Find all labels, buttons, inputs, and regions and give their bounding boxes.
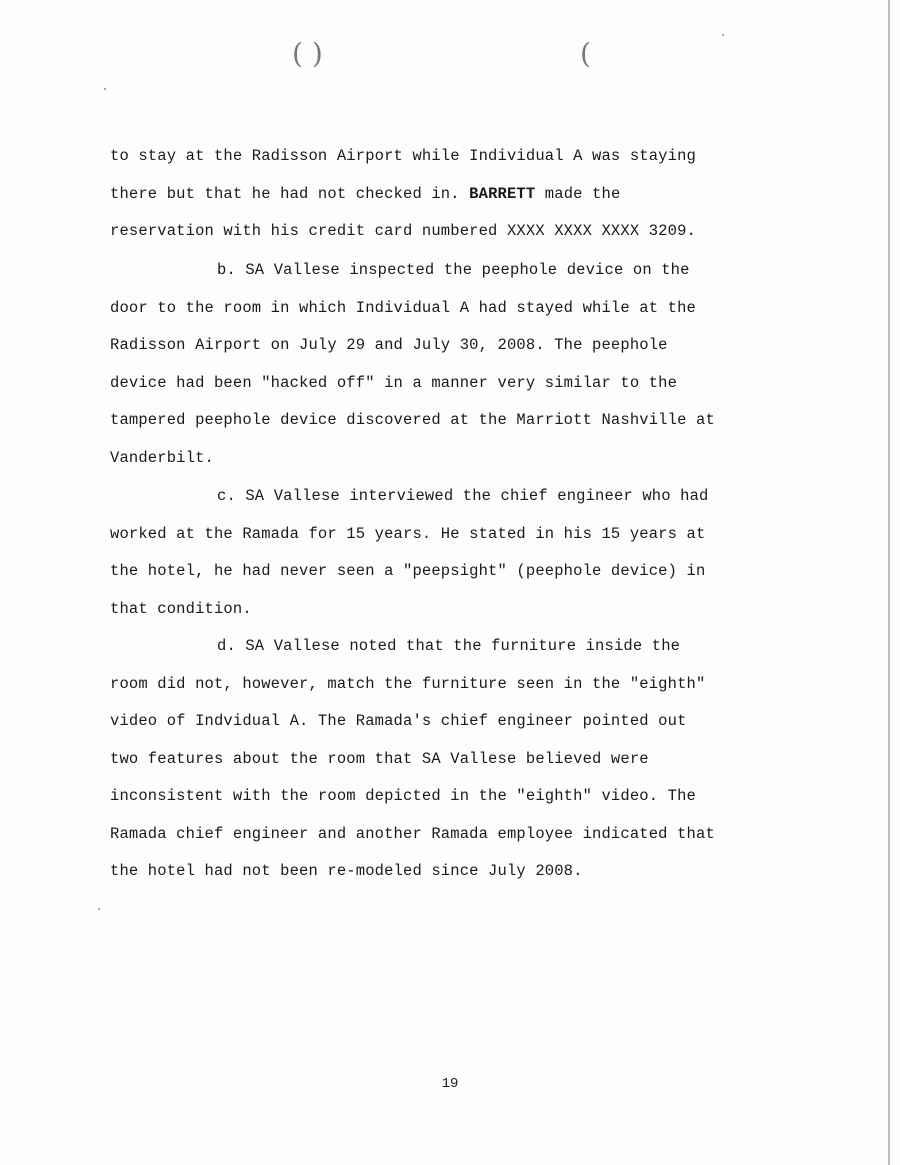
text-line: room did not, however, match the furniture seen in the "eighth"	[110, 674, 706, 693]
text-line: worked at the Ramada for 15 years. He stated in his 15 years at	[110, 524, 706, 543]
text-span: there but that he had not checked in.	[110, 184, 460, 203]
text-line: door to the room in which Individual A had stayed while at the	[110, 298, 696, 317]
text-line: tampered peephole device discovered at the Marriott Nashville at	[110, 411, 715, 429]
text-line: Ramada chief engineer and another Ramada employee indicated that	[110, 824, 715, 843]
text-line: two features about the room that SA Vallese believed were	[110, 749, 649, 768]
text-line: the hotel had not been re-modeled since July 2008.	[110, 862, 583, 880]
page-number: 19	[441, 1076, 459, 1092]
scan-speck	[98, 908, 100, 910]
paragraph-a	[110, 138, 800, 251]
text-line: Vanderbilt.	[110, 448, 214, 467]
text-line: reservation with his credit card numbered XXXX XXXX XXXX 3209.	[110, 222, 696, 240]
text-line: that condition.	[110, 599, 252, 618]
name-barrett: BARRETT	[469, 184, 536, 203]
text-line: device had been "hacked off" in a manner very similar to the	[110, 373, 678, 392]
scan-speck	[722, 34, 724, 36]
text-line: b. SA Vallese inspected the peephole device on the	[217, 261, 690, 279]
text-span: made the	[544, 184, 621, 203]
scan-edge-line	[888, 0, 890, 1165]
paragraph-b	[110, 252, 800, 477]
paragraph-c	[110, 478, 800, 628]
paragraph-d	[110, 628, 800, 891]
text-line: the hotel, he had never seen a "peepsight" (peephole device) in	[110, 562, 706, 580]
text-line: Radisson Airport on July 29 and July 30, 2008. The peephole	[110, 336, 668, 354]
text-line: video of Indvidual A. The Ramada's chief engineer pointed out	[110, 712, 687, 730]
text-line: to stay at the Radisson Airport while Individual A was staying	[110, 147, 696, 165]
punch-hole-right-icon: (	[580, 37, 591, 70]
scan-speck	[104, 88, 106, 90]
text-line: c. SA Vallese interviewed the chief engineer who had	[217, 487, 709, 505]
punch-hole-left-icon: ( )	[292, 37, 323, 70]
text-line	[110, 176, 800, 214]
text-line: inconsistent with the room depicted in the "eighth" video. The	[110, 787, 696, 805]
text-line: d. SA Vallese noted that the furniture inside the	[217, 637, 681, 655]
